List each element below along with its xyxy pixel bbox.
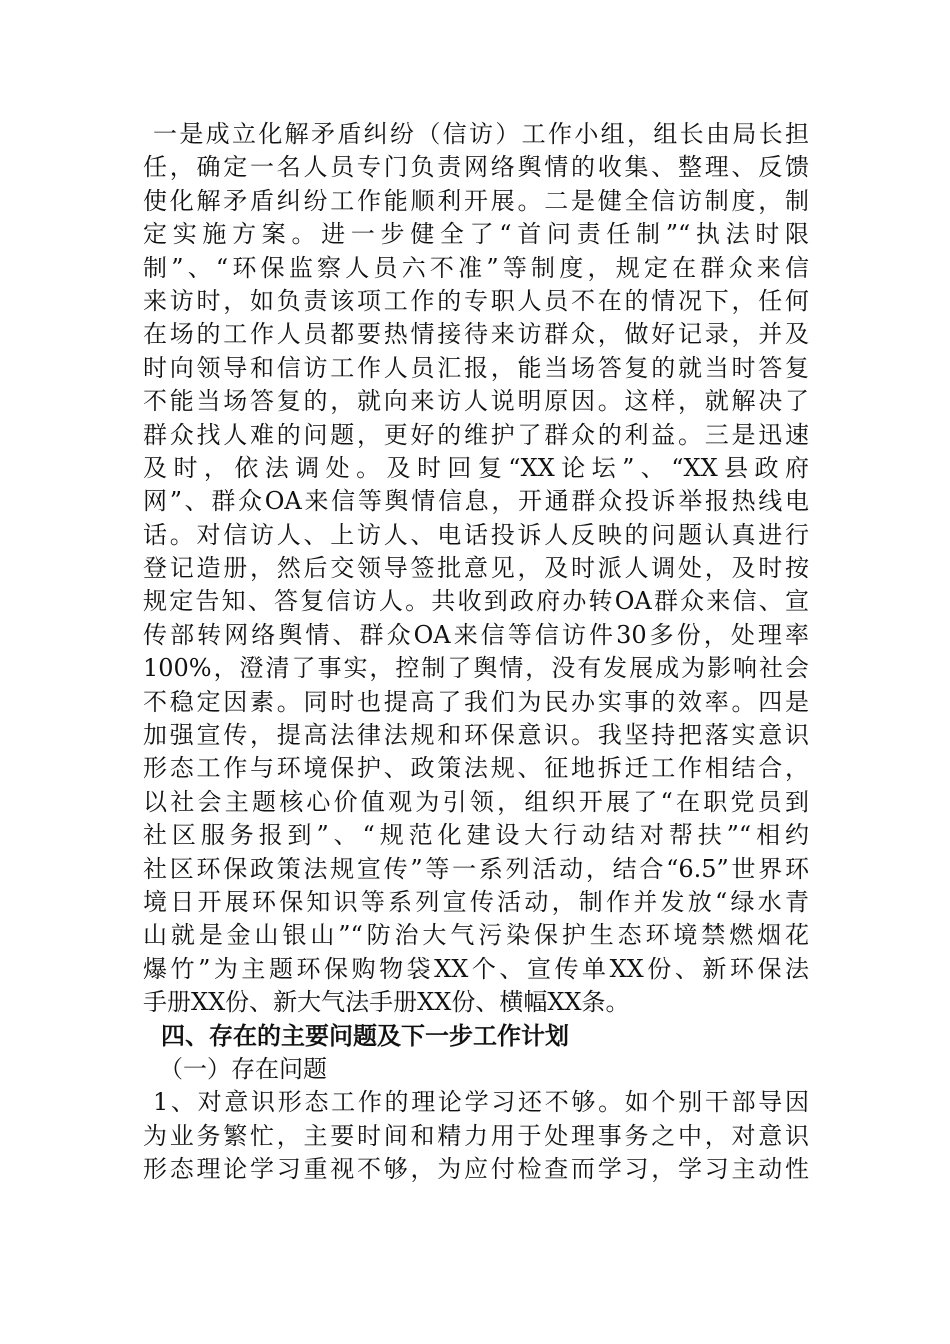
text-line: 手册XX份、新大气法手册XX份、横幅XX条。 [143,988,630,1017]
text-line: 不稳定因素。同时也提高了我们为民办实事的效率。四是 [143,687,809,716]
text-line: 规定告知、答复信访人。共收到政府办转OA群众来信、宣 [143,587,809,616]
text-line: 任，确定一名人员专门负责网络舆情的收集、整理、反馈 [143,153,809,182]
text-line: 为业务繁忙，主要时间和精力用于处理事务之中，对意识 [143,1121,809,1150]
text-line: 定实施方案。进一步健全了“首问责任制”“执法时限 [143,220,809,249]
text-line: 形态理论学习重视不够，为应付检查而学习，学习主动性 [143,1155,809,1184]
text-line: 境日开展环保知识等系列宣传活动，制作并发放“绿水青 [143,887,809,916]
text-line: 话。对信访人、上访人、电话投诉人反映的问题认真进行 [143,520,809,549]
text-line: 传部转网络舆情、群众OA来信等信访件30多份，处理率 [143,620,809,649]
text-line: 1、对意识形态工作的理论学习还不够。如个别干部导因 [153,1088,809,1117]
text-line: 在场的工作人员都要热情接待来访群众，做好记录，并及 [143,320,809,349]
text-line: 爆竹”为主题环保购物袋XX个、宣传单XX份、新环保法 [143,954,809,983]
text-line: 不能当场答复的，就向来访人说明原因。这样，就解决了 [143,387,809,416]
text-line: 时向领导和信访工作人员汇报，能当场答复的就当时答复 [143,353,809,382]
text-line: 以社会主题核心价值观为引领，组织开展了“在职党员到 [143,787,809,816]
text-line: 及时，依法调处。及时回复“XX论坛”、“XX县政府 [143,453,809,482]
text-line: 社区服务报到”、“规范化建设大行动结对帮扶”“相约 [143,821,809,850]
text-line: 群众找人难的问题，更好的维护了群众的利益。三是迅速 [143,420,809,449]
paragraph-work-measures [143,118,809,1020]
text-line: 形态工作与环境保护、政策法规、征地拆迁工作相结合， [143,754,809,783]
text-line: 社区环保政策法规宣传”等一系列活动，结合“6.5”世界环 [143,854,809,883]
text-line: 加强宣传，提高法律法规和环保意识。我坚持把落实意识 [143,721,809,750]
text-line: 使化解矛盾纠纷工作能顺利开展。二是健全信访制度，制 [143,186,809,215]
text-line: 一是成立化解矛盾纠纷（信访）工作小组，组长由局长担 [153,120,809,148]
document-body [143,118,809,1187]
text-line: 网”、群众OA来信等舆情信息，开通群众投诉举报热线电 [143,487,809,516]
text-line: 100%，澄清了事实，控制了舆情，没有发展成为影响社会 [143,654,809,683]
text-line: 山就是金山银山”“防治大气污染保护生态环境禁燃烟花 [143,921,809,950]
paragraph-existing-problems [143,1086,809,1186]
text-line: 登记造册，然后交领导签批意见，及时派人调处，及时按 [143,554,809,583]
text-line: 制”、“环保监察人员六不准”等制度，规定在群众来信 [143,253,809,282]
section-heading: 四、存在的主要问题及下一步工作计划 [161,1021,569,1050]
subsection-heading: （一）存在问题 [159,1054,327,1083]
text-line: 来访时，如负责该项工作的专职人员不在的情况下，任何 [143,286,809,315]
